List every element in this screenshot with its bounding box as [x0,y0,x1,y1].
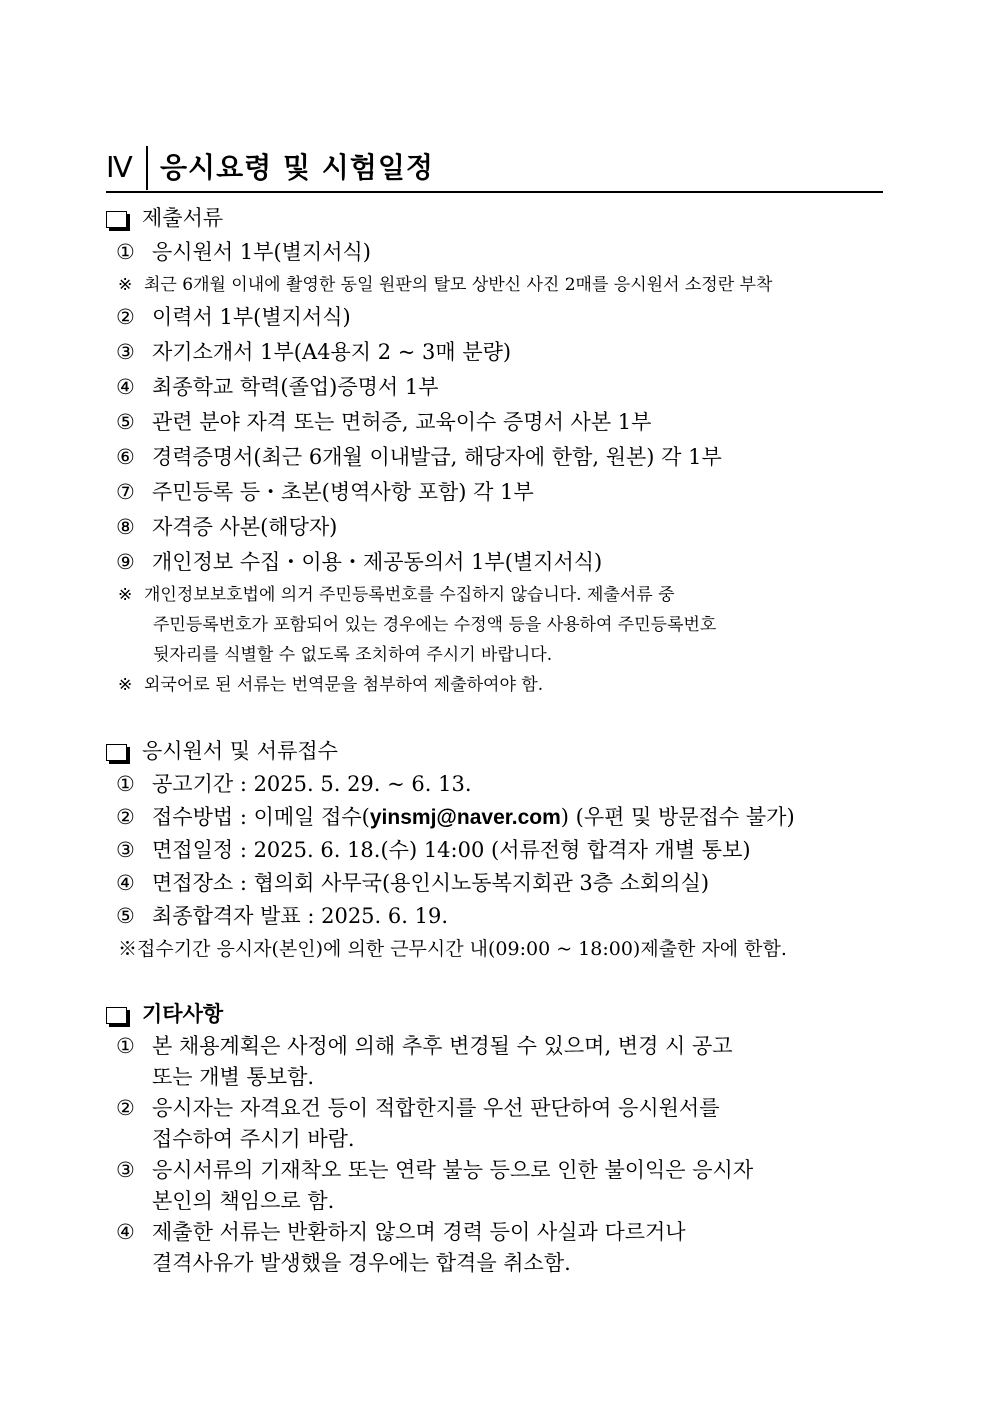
list-item: ⑤ 관련 분야 자격 또는 면허증, 교육이수 증명서 사본 1부 [116,410,652,434]
header-divider [146,146,148,190]
page-title: 응시요령 및 시험일정 [160,151,434,184]
list-item: ④ 최종학교 학력(졸업)증명서 1부 [116,375,439,399]
section-header [106,146,883,193]
checkbox-square-icon [106,211,127,228]
list-item: ⑦ 주민등록 등・초본(병역사항 포함) 각 1부 [116,480,534,504]
roman-numeral: Ⅳ [106,152,133,184]
privacy-note: ※ 개인정보보호법에 의거 주민등록번호를 수집하지 않습니다. 제출서류 중 [118,585,675,605]
deadline-note: ※접수기간 응시자(본인)에 의한 근무시간 내(09:00 ~ 18:00)제출한 자에 한함. [118,938,787,960]
application-title: 응시원서 및 서류접수 [142,739,338,763]
application-section [106,736,896,965]
list-item-continuation: 접수하여 주시기 바람. [152,1127,355,1151]
privacy-note-line: 주민등록번호가 포함되어 있는 경우에는 수정액 등을 사용하여 주민등록번호 [153,615,717,635]
list-item: ⑨ 개인정보 수집・이용・제공동의서 1부(별지서식) [116,550,603,574]
list-item: ② 이력서 1부(별지서식) [116,305,351,329]
privacy-note-line: 뒷자리를 식별할 수 없도록 조치하여 주시기 바랍니다. [153,645,553,665]
submission-heading [106,203,896,235]
list-item: ② 응시자는 자격요건 등이 적합한지를 우선 판단하여 응시원서를 [116,1096,720,1120]
list-item: ③ 응시서류의 기재착오 또는 연락 불능 등으로 인한 불이익은 응시자 [116,1158,754,1182]
list-item-continuation: 또는 개별 통보함. [152,1065,315,1089]
etc-heading [106,999,896,1031]
list-item-continuation: 결격사유가 발생했을 경우에는 합격을 취소함. [152,1251,571,1275]
list-item: ④ 제출한 서류는 반환하지 않으며 경력 등이 사실과 다르거나 [116,1220,686,1244]
submission-section [106,203,896,700]
list-item: ⑧ 자격증 사본(해당자) [116,515,338,539]
list-item: ⑥ 경력증명서(최근 6개월 이내발급, 해당자에 한함, 원본) 각 1부 [116,445,722,469]
application-heading [106,736,896,768]
list-item: ① 본 채용계획은 사정에 의해 추후 변경될 수 있으며, 변경 시 공고 [116,1034,733,1058]
list-item-continuation: 본인의 책임으로 함. [152,1189,335,1213]
photo-note: ※ 최근 6개월 이내에 촬영한 동일 원판의 탈모 상반신 사진 2매를 응시원서 소정란 부착 [118,275,773,295]
checkbox-square-icon [106,744,127,761]
list-item: ④ 면접장소 : 협의회 사무국(용인시노동복지회관 3층 소회의실) [116,871,710,895]
checkbox-square-icon [106,1007,127,1024]
list-item: ③ 면접일정 : 2025. 6. 18.(수) 14:00 (서류전형 합격자 개별 통보) [116,838,751,862]
etc-section [106,999,896,1279]
etc-title: 기타사항 [142,1002,224,1026]
list-item: ② 접수방법 : 이메일 접수(yinsmj@naver.com) (우편 및 방문접수 불가) [116,805,795,829]
list-item: ① 응시원서 1부(별지서식) [116,240,371,264]
submission-title: 제출서류 [142,206,224,230]
list-item: ① 공고기간 : 2025. 5. 29. ~ 6. 13. [116,772,472,796]
header-underline [106,191,883,193]
list-item: ⑤ 최종합격자 발표 : 2025. 6. 19. [116,904,449,928]
email-address: yinsmj@naver.com [369,806,561,829]
translation-note: ※ 외국어로 된 서류는 번역문을 첨부하여 제출하여야 함. [118,675,544,695]
list-item: ③ 자기소개서 1부(A4용지 2 ~ 3매 분량) [116,340,512,364]
